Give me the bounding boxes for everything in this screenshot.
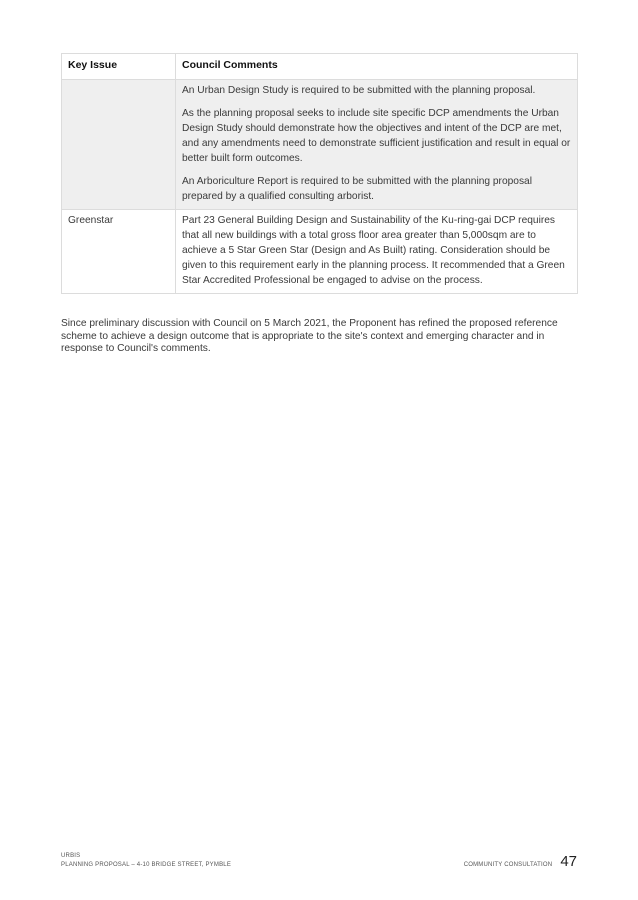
header-key-issue: Key Issue (62, 54, 176, 80)
council-comments-table (61, 53, 578, 294)
council-comments-cell (176, 210, 578, 294)
table-row (62, 210, 578, 294)
footer-section-title: COMMUNITY CONSULTATION (463, 862, 553, 868)
page-number: 47 (560, 853, 577, 870)
footer-document-title: PLANNING PROPOSAL – 4-10 BRIDGE STREET, PYMBLE (61, 862, 232, 868)
council-comments-cell (176, 80, 578, 210)
table-row (62, 80, 578, 210)
footer-left (61, 852, 231, 870)
key-issue-cell (62, 80, 176, 210)
footer-right (464, 853, 577, 870)
comment-paragraph: Part 23 General Building Design and Sustainability of the Ku-ring-gai DCP requires that all new buildings with a total gross floor area greater than 5,000sqm are to achieve a 5 Star Green Star (Design and As Built) rating. Consideration should be given to this requirement early in the planning process. It recommended that a Green Star Accredited Professional be engaged to advise on the process. (182, 215, 565, 286)
header-council-comments: Council Comments (176, 54, 578, 80)
comment-paragraph: An Arboriculture Report is required to be submitted with the planning proposal prepared by a qualified consulting arborist. (182, 176, 532, 202)
footer-company: URBIS (61, 853, 81, 859)
summary-paragraph: Since preliminary discussion with Council on 5 March 2021, the Proponent has refined the proposed reference scheme to achieve a design outcome that is appropriate to the site's context and emerging character and in response to Council's comments. (61, 318, 558, 354)
comment-paragraph: An Urban Design Study is required to be submitted with the planning proposal. (182, 85, 536, 96)
key-issue-cell: Greenstar (62, 210, 176, 294)
comment-paragraph: As the planning proposal seeks to include site specific DCP amendments the Urban Design Study should demonstrate how the objectives and intent of the DCP are met, and any amendments need to demonstrate sufficient justification and result in equal or better built form outcomes. (182, 108, 571, 164)
table-header-row (62, 54, 578, 80)
